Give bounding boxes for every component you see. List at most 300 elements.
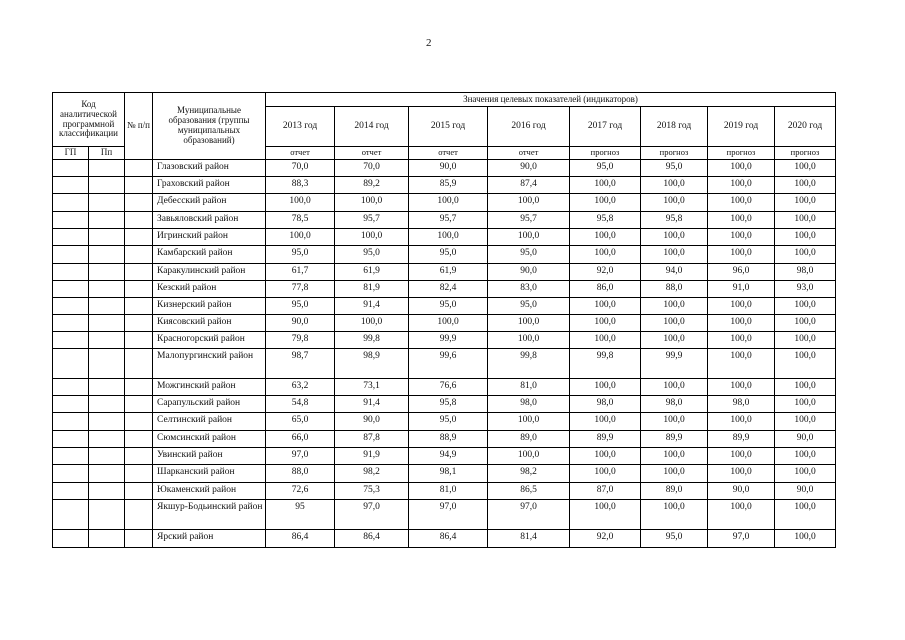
year-2014: 2014 год (335, 107, 409, 147)
value-cell: 95,0 (266, 298, 335, 315)
value-cell: 100,0 (708, 349, 775, 379)
value-cell: 90,0 (775, 483, 836, 500)
number-cell (125, 396, 153, 413)
year-2020: 2020 год (775, 107, 836, 147)
pp-header: Пп (89, 147, 125, 160)
gp-cell (53, 194, 89, 212)
table-row (53, 194, 836, 212)
value-cell: 100,0 (570, 229, 641, 246)
value-cell: 100,0 (570, 448, 641, 465)
value-cell: 95 (266, 500, 335, 530)
municipality-name: Малопургинский район (153, 349, 266, 379)
table-row (53, 332, 836, 349)
value-cell: 100,0 (335, 315, 409, 332)
value-cell: 100,0 (570, 315, 641, 332)
municipality-name: Камбарский район (153, 246, 266, 264)
value-cell: 100,0 (708, 160, 775, 177)
status-2018: прогноз (641, 147, 708, 160)
value-cell: 99,8 (570, 349, 641, 379)
status-2014: отчет (335, 147, 409, 160)
status-2013: отчет (266, 147, 335, 160)
value-cell: 100,0 (775, 160, 836, 177)
value-cell: 61,9 (335, 264, 409, 281)
value-cell: 66,0 (266, 431, 335, 448)
municipality-name: Кезский район (153, 281, 266, 298)
pp-cell (89, 465, 125, 483)
value-cell: 98,1 (409, 465, 488, 483)
gp-cell (53, 177, 89, 194)
table-row (53, 315, 836, 332)
municipality-name: Сюмсинский район (153, 431, 266, 448)
value-cell: 100,0 (488, 315, 570, 332)
value-cell: 88,0 (266, 465, 335, 483)
municipality-name: Сарапульский район (153, 396, 266, 413)
value-cell: 97,0 (708, 530, 775, 548)
gp-cell (53, 413, 89, 431)
number-cell (125, 229, 153, 246)
pp-cell (89, 315, 125, 332)
number-cell (125, 315, 153, 332)
value-cell: 98,7 (266, 349, 335, 379)
value-cell: 100,0 (775, 413, 836, 431)
gp-cell (53, 530, 89, 548)
value-cell: 100,0 (708, 315, 775, 332)
value-cell: 98,2 (488, 465, 570, 483)
number-cell (125, 298, 153, 315)
pp-cell (89, 448, 125, 465)
value-cell: 97,0 (266, 448, 335, 465)
value-cell: 98,0 (570, 396, 641, 413)
value-cell: 61,9 (409, 264, 488, 281)
year-2019: 2019 год (708, 107, 775, 147)
value-cell: 99,8 (335, 332, 409, 349)
value-cell: 98,0 (641, 396, 708, 413)
value-cell: 100,0 (570, 379, 641, 396)
value-cell: 100,0 (641, 465, 708, 483)
values-title: Значения целевых показателей (индикаторов) (463, 93, 638, 104)
value-cell: 100,0 (775, 349, 836, 379)
value-cell: 95,0 (641, 530, 708, 548)
value-cell: 100,0 (266, 229, 335, 246)
value-cell: 95,0 (335, 246, 409, 264)
gp-cell (53, 349, 89, 379)
value-cell: 92,0 (570, 264, 641, 281)
value-cell: 86,5 (488, 483, 570, 500)
value-cell: 100,0 (409, 194, 488, 212)
number-cell (125, 212, 153, 229)
value-cell: 95,0 (409, 246, 488, 264)
value-cell: 100,0 (641, 246, 708, 264)
pp-cell (89, 194, 125, 212)
value-cell: 100,0 (488, 448, 570, 465)
value-cell: 90,0 (775, 431, 836, 448)
value-cell: 81,0 (409, 483, 488, 500)
number-cell (125, 448, 153, 465)
value-cell: 100,0 (641, 332, 708, 349)
value-cell: 95,0 (409, 413, 488, 431)
pp-cell (89, 379, 125, 396)
municipality-name: Каракулинский район (153, 264, 266, 281)
status-2019: прогноз (708, 147, 775, 160)
value-cell: 90,0 (488, 264, 570, 281)
value-cell: 70,0 (335, 160, 409, 177)
value-cell: 100,0 (488, 194, 570, 212)
value-cell: 100,0 (409, 315, 488, 332)
gp-cell (53, 298, 89, 315)
table-row (53, 500, 836, 530)
value-cell: 100,0 (775, 530, 836, 548)
value-cell: 97,0 (335, 500, 409, 530)
status-2015: отчет (409, 147, 488, 160)
value-cell: 100,0 (775, 229, 836, 246)
value-cell: 100,0 (775, 448, 836, 465)
value-cell: 95,0 (409, 298, 488, 315)
year-2013: 2013 год (266, 107, 335, 147)
municipality-name: Можгинский район (153, 379, 266, 396)
value-cell: 100,0 (775, 315, 836, 332)
value-cell: 92,0 (570, 530, 641, 548)
value-cell: 95,7 (488, 212, 570, 229)
value-cell: 91,4 (335, 396, 409, 413)
value-cell: 81,4 (488, 530, 570, 548)
value-cell: 100,0 (488, 413, 570, 431)
value-cell: 100,0 (641, 379, 708, 396)
indicators-table (52, 92, 836, 548)
value-cell: 100,0 (641, 194, 708, 212)
value-cell: 99,9 (641, 349, 708, 379)
page-number: 2 (426, 37, 432, 49)
value-cell: 95,7 (409, 212, 488, 229)
value-cell: 100,0 (708, 229, 775, 246)
municipality-name: Увинский район (153, 448, 266, 465)
table-row (53, 298, 836, 315)
number-cell (125, 413, 153, 431)
pp-cell (89, 396, 125, 413)
year-2017: 2017 год (570, 107, 641, 147)
value-cell: 100,0 (775, 194, 836, 212)
table-row (53, 264, 836, 281)
value-cell: 76,6 (409, 379, 488, 396)
value-cell: 100,0 (708, 246, 775, 264)
number-cell (125, 194, 153, 212)
header-row-1 (53, 93, 836, 107)
value-cell: 89,0 (641, 483, 708, 500)
status-2020: прогноз (775, 147, 836, 160)
value-cell: 65,0 (266, 413, 335, 431)
value-cell: 100,0 (708, 212, 775, 229)
value-cell: 100,0 (708, 298, 775, 315)
number-cell (125, 465, 153, 483)
table-row (53, 483, 836, 500)
value-cell: 99,9 (409, 332, 488, 349)
pp-cell (89, 500, 125, 530)
value-cell: 95,0 (570, 160, 641, 177)
value-cell: 100,0 (641, 448, 708, 465)
municipality-name: Киясовский район (153, 315, 266, 332)
value-cell: 94,9 (409, 448, 488, 465)
value-cell: 89,9 (708, 431, 775, 448)
value-cell: 100,0 (335, 194, 409, 212)
value-cell: 100,0 (775, 396, 836, 413)
municipality-name: Глазовский район (153, 160, 266, 177)
municipality-name: Красногорский район (153, 332, 266, 349)
table-row (53, 349, 836, 379)
value-cell: 90,0 (708, 483, 775, 500)
value-cell: 87,8 (335, 431, 409, 448)
value-cell: 96,0 (708, 264, 775, 281)
value-cell: 100,0 (708, 500, 775, 530)
gp-cell (53, 264, 89, 281)
value-cell: 100,0 (570, 413, 641, 431)
municipality-name: Завьяловский район (153, 212, 266, 229)
value-cell: 100,0 (641, 229, 708, 246)
table-row (53, 281, 836, 298)
gp-header: ГП (53, 147, 89, 160)
pp-cell (89, 332, 125, 349)
value-cell: 98,0 (775, 264, 836, 281)
value-cell: 100,0 (335, 229, 409, 246)
value-cell: 100,0 (775, 465, 836, 483)
value-cell: 100,0 (708, 194, 775, 212)
gp-cell (53, 500, 89, 530)
pp-cell (89, 160, 125, 177)
value-cell: 81,9 (335, 281, 409, 298)
table-row (53, 448, 836, 465)
table-row (53, 229, 836, 246)
gp-cell (53, 315, 89, 332)
value-cell: 61,7 (266, 264, 335, 281)
value-cell: 97,0 (488, 500, 570, 530)
year-2016: 2016 год (488, 107, 570, 147)
table-row (53, 413, 836, 431)
gp-cell (53, 431, 89, 448)
value-cell: 100,0 (641, 298, 708, 315)
value-cell: 70,0 (266, 160, 335, 177)
municipality-header: Муниципальные образования (группы муниципальных образований) (168, 105, 250, 145)
gp-cell (53, 483, 89, 500)
table-row (53, 160, 836, 177)
municipality-header-cell (153, 93, 266, 160)
number-cell (125, 160, 153, 177)
municipality-name: Селтинский район (153, 413, 266, 431)
value-cell: 88,9 (409, 431, 488, 448)
table-row (53, 431, 836, 448)
gp-cell (53, 448, 89, 465)
value-cell: 87,4 (488, 177, 570, 194)
value-cell: 98,2 (335, 465, 409, 483)
pp-cell (89, 298, 125, 315)
value-cell: 100,0 (775, 379, 836, 396)
value-cell: 88,3 (266, 177, 335, 194)
value-cell: 83,0 (488, 281, 570, 298)
municipality-name: Граховский район (153, 177, 266, 194)
pp-cell (89, 281, 125, 298)
gp-cell (53, 212, 89, 229)
value-cell: 86,4 (409, 530, 488, 548)
gp-cell (53, 379, 89, 396)
municipality-name: Ярский район (153, 530, 266, 548)
value-cell: 98,9 (335, 349, 409, 379)
value-cell: 100,0 (708, 177, 775, 194)
pp-cell (89, 246, 125, 264)
value-cell: 95,7 (335, 212, 409, 229)
number-cell (125, 177, 153, 194)
value-cell: 100,0 (708, 379, 775, 396)
value-cell: 100,0 (775, 332, 836, 349)
value-cell: 89,9 (641, 431, 708, 448)
value-cell: 98,0 (708, 396, 775, 413)
value-cell: 86,4 (335, 530, 409, 548)
value-cell: 79,8 (266, 332, 335, 349)
value-cell: 90,0 (266, 315, 335, 332)
municipality-name: Юкаменский район (153, 483, 266, 500)
value-cell: 100,0 (409, 229, 488, 246)
value-cell: 100,0 (570, 194, 641, 212)
value-cell: 100,0 (266, 194, 335, 212)
number-cell (125, 246, 153, 264)
gp-cell (53, 229, 89, 246)
value-cell: 89,2 (335, 177, 409, 194)
value-cell: 100,0 (570, 500, 641, 530)
table-row (53, 177, 836, 194)
table-row (53, 246, 836, 264)
pp-cell (89, 264, 125, 281)
value-cell: 75,3 (335, 483, 409, 500)
gp-cell (53, 281, 89, 298)
value-cell: 95,0 (488, 246, 570, 264)
municipality-name: Кизнерский район (153, 298, 266, 315)
value-cell: 100,0 (775, 177, 836, 194)
value-cell: 91,0 (708, 281, 775, 298)
value-cell: 100,0 (641, 413, 708, 431)
value-cell: 89,9 (570, 431, 641, 448)
value-cell: 95,8 (570, 212, 641, 229)
number-cell (125, 530, 153, 548)
value-cell: 97,0 (409, 500, 488, 530)
value-cell: 86,0 (570, 281, 641, 298)
year-2018: 2018 год (641, 107, 708, 147)
value-cell: 90,0 (335, 413, 409, 431)
number-cell (125, 431, 153, 448)
gp-cell (53, 332, 89, 349)
number-cell (125, 483, 153, 500)
table-row (53, 212, 836, 229)
value-cell: 100,0 (570, 465, 641, 483)
gp-cell (53, 246, 89, 264)
value-cell: 63,2 (266, 379, 335, 396)
value-cell: 85,9 (409, 177, 488, 194)
number-cell (125, 281, 153, 298)
gp-cell (53, 160, 89, 177)
pp-cell (89, 431, 125, 448)
value-cell: 100,0 (708, 448, 775, 465)
gp-cell (53, 465, 89, 483)
table-row (53, 379, 836, 396)
pp-cell (89, 177, 125, 194)
pp-cell (89, 349, 125, 379)
value-cell: 100,0 (708, 465, 775, 483)
value-cell: 100,0 (641, 177, 708, 194)
pp-cell (89, 530, 125, 548)
value-cell: 95,0 (641, 160, 708, 177)
pp-cell (89, 212, 125, 229)
value-cell: 98,0 (488, 396, 570, 413)
value-cell: 90,0 (488, 160, 570, 177)
number-header-cell (125, 93, 153, 160)
table-row (53, 465, 836, 483)
value-cell: 86,4 (266, 530, 335, 548)
status-2017: прогноз (570, 147, 641, 160)
value-cell: 89,0 (488, 431, 570, 448)
number-header: № п/п (127, 120, 150, 131)
value-cell: 78,5 (266, 212, 335, 229)
value-cell: 93,0 (775, 281, 836, 298)
values-title-cell (266, 93, 836, 107)
value-cell: 73,1 (335, 379, 409, 396)
value-cell: 100,0 (708, 413, 775, 431)
value-cell: 72,6 (266, 483, 335, 500)
value-cell: 100,0 (641, 500, 708, 530)
municipality-name: Игринский район (153, 229, 266, 246)
number-cell (125, 349, 153, 379)
value-cell: 100,0 (641, 315, 708, 332)
value-cell: 91,9 (335, 448, 409, 465)
value-cell: 100,0 (488, 229, 570, 246)
pp-cell (89, 483, 125, 500)
value-cell: 90,0 (409, 160, 488, 177)
code-header: Код аналитической программной классификации (59, 98, 118, 139)
number-cell (125, 264, 153, 281)
table-row (53, 396, 836, 413)
value-cell: 100,0 (775, 212, 836, 229)
value-cell: 100,0 (775, 500, 836, 530)
code-header-cell (53, 93, 125, 147)
number-cell (125, 332, 153, 349)
value-cell: 94,0 (641, 264, 708, 281)
value-cell: 100,0 (775, 298, 836, 315)
number-cell (125, 379, 153, 396)
pp-cell (89, 413, 125, 431)
value-cell: 95,0 (488, 298, 570, 315)
value-cell: 100,0 (570, 298, 641, 315)
value-cell: 99,6 (409, 349, 488, 379)
value-cell: 95,8 (409, 396, 488, 413)
table-row (53, 530, 836, 548)
municipality-name: Дебесский район (153, 194, 266, 212)
value-cell: 81,0 (488, 379, 570, 396)
value-cell: 91,4 (335, 298, 409, 315)
municipality-name: Якшур-Бодьинский район (153, 500, 266, 530)
value-cell: 100,0 (708, 332, 775, 349)
value-cell: 99,8 (488, 349, 570, 379)
status-2016: отчет (488, 147, 570, 160)
municipality-name: Шарканский район (153, 465, 266, 483)
year-2015: 2015 год (409, 107, 488, 147)
value-cell: 77,8 (266, 281, 335, 298)
number-cell (125, 500, 153, 530)
value-cell: 95,8 (641, 212, 708, 229)
value-cell: 100,0 (488, 332, 570, 349)
value-cell: 54,8 (266, 396, 335, 413)
value-cell: 100,0 (570, 332, 641, 349)
value-cell: 100,0 (775, 246, 836, 264)
value-cell: 100,0 (570, 246, 641, 264)
value-cell: 100,0 (570, 177, 641, 194)
value-cell: 88,0 (641, 281, 708, 298)
gp-cell (53, 396, 89, 413)
pp-cell (89, 229, 125, 246)
value-cell: 95,0 (266, 246, 335, 264)
